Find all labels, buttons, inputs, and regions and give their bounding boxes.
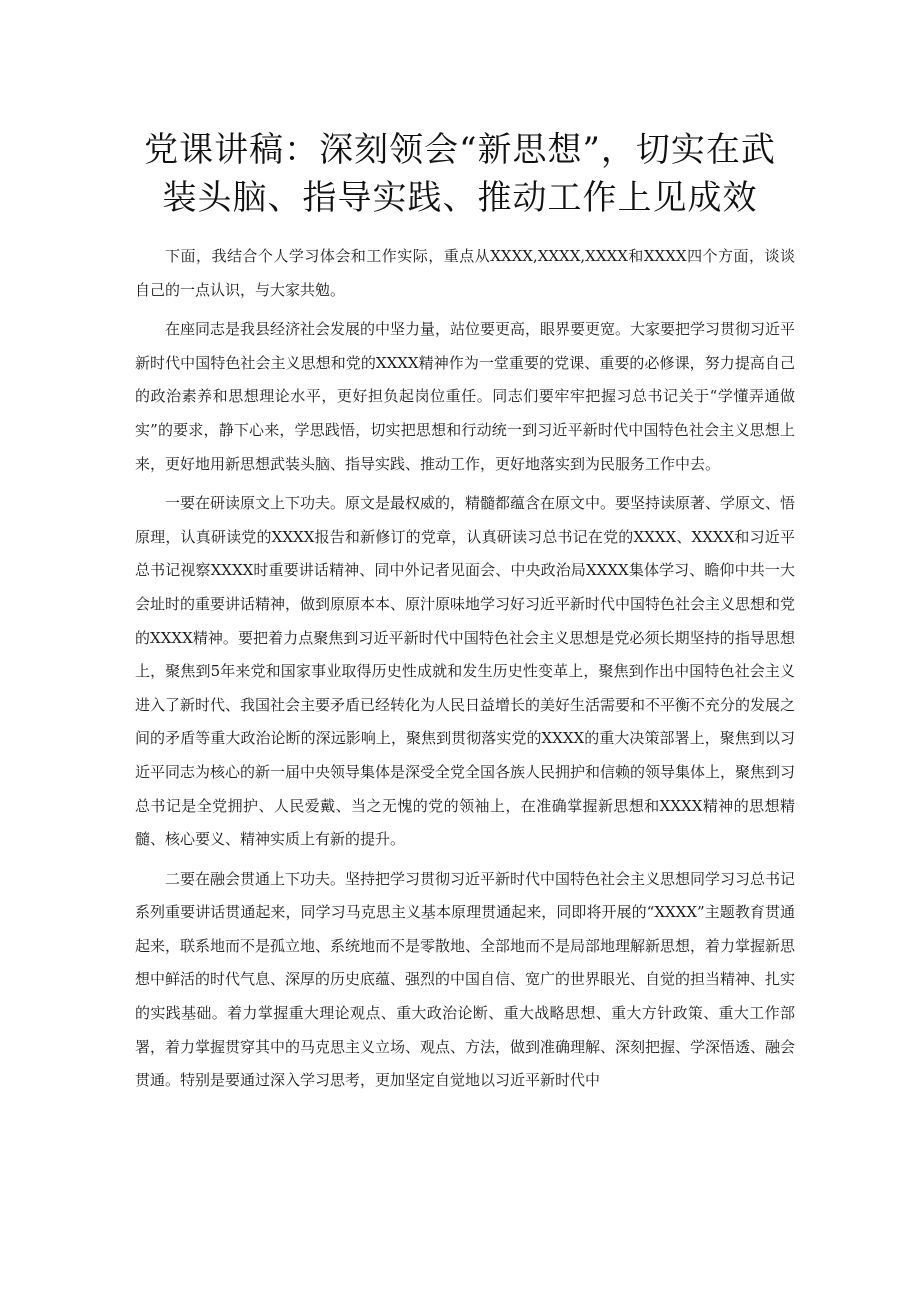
title-line-1: 党课讲稿：深刻领会“新思想”，切实在武 (144, 130, 776, 170)
paragraph-point-two: 二要在融会贯通上下功夫。坚持把学习贯彻习近平新时代中国特色社会主义思想同学习习总书记系列重要讲话贯通起来，同学习马克思主义基本原理贯通起来，同即将开展的“XXXX”主题教育贯通起来，联系地而不是孤立地、系统地而不是零散地、全部地而不是局部地理解新思想，着力掌握新思想中鲜活的时代气息、深厚的历史底蕴、强烈的中国自信、宽广的世界眼光、自觉的担当精神、扎实的实践基础。着力掌握重大理论观点、重大政治论断、重大战略思想、重大方针政策、重大工作部署，着力掌握贯穿其中的马克思主义立场、观点、方法，做到准确理解、深刻把握、学深悟透、融会贯通。特别是要通过深入学习思考，更加坚定自觉地以习近平新时代中 (135, 869, 796, 1090)
paragraph-point-one: 一要在研读原文上下功夫。原文是最权威的，精髓都蕴含在原文中。要坚持读原著、学原文、悟原理，认真研读党的XXXX报告和新修订的党章，认真研读习总书记在党的XXXX、XXXX和习近平总书记视察XXXX时重要讲话精神、同中外记者见面会、中央政治局XXXX集体学习、瞻仰中共一大会址时的重要讲话精神，做到原原本本、原汁原味地学习好习近平新时代中国特色社会主义思想和党的XXXX精神。要把着力点聚焦到习近平新时代中国特色社会主义思想是党必须长期坚持的指导思想上，聚焦到5年来党和国家事业取得历史性成就和发生历史性变革上，聚焦到作出中国特色社会主义进入了新时代、我国社会主要矛盾已经转化为人民日益增长的美好生活需要和不平衡不充分的发展之间的矛盾等重大政治论断的深远影响上，聚焦到贯彻落实党的XXXX的重大决策部署上，聚焦到以习近平同志为核心的新一届中央领导集体是深受全党全国各族人民拥护和信赖的领导集体上，聚焦到习总书记是全党拥护、人民爱戴、当之无愧的党的领袖上，在准确掌握新思想和XXXX精神的思想精髓、核心要义、精神实质上有新的提升。 (135, 494, 796, 849)
title-line-2: 装头脑、指导实践、推动工作上见成效 (162, 178, 758, 218)
paragraph-audience: 在座同志是我县经济社会发展的中坚力量，站位要更高，眼界要更宽。大家要把学习贯彻习近平新时代中国特色社会主义思想和党的XXXX精神作为一堂重要的党课、重要的必修课，努力提高自己的政治素养和思想理论水平，更好担负起岗位重任。同志们要牢牢把握习总书记关于“学懂弄通做实”的要求，静下心来，学思践悟，切实把思想和行动统一到习近平新时代中国特色社会主义思想上来，更好地用新思想武装头脑、指导实践、推动工作，更好地落实到为民服务工作中去。 (135, 320, 796, 473)
paragraph-intro: 下面，我结合个人学习体会和工作实际，重点从XXXX,XXXX,XXXX和XXXX四个方面，谈谈自己的一点认识，与大家共勉。 (135, 247, 795, 299)
document-title (120, 126, 800, 222)
document-body (135, 240, 795, 1104)
